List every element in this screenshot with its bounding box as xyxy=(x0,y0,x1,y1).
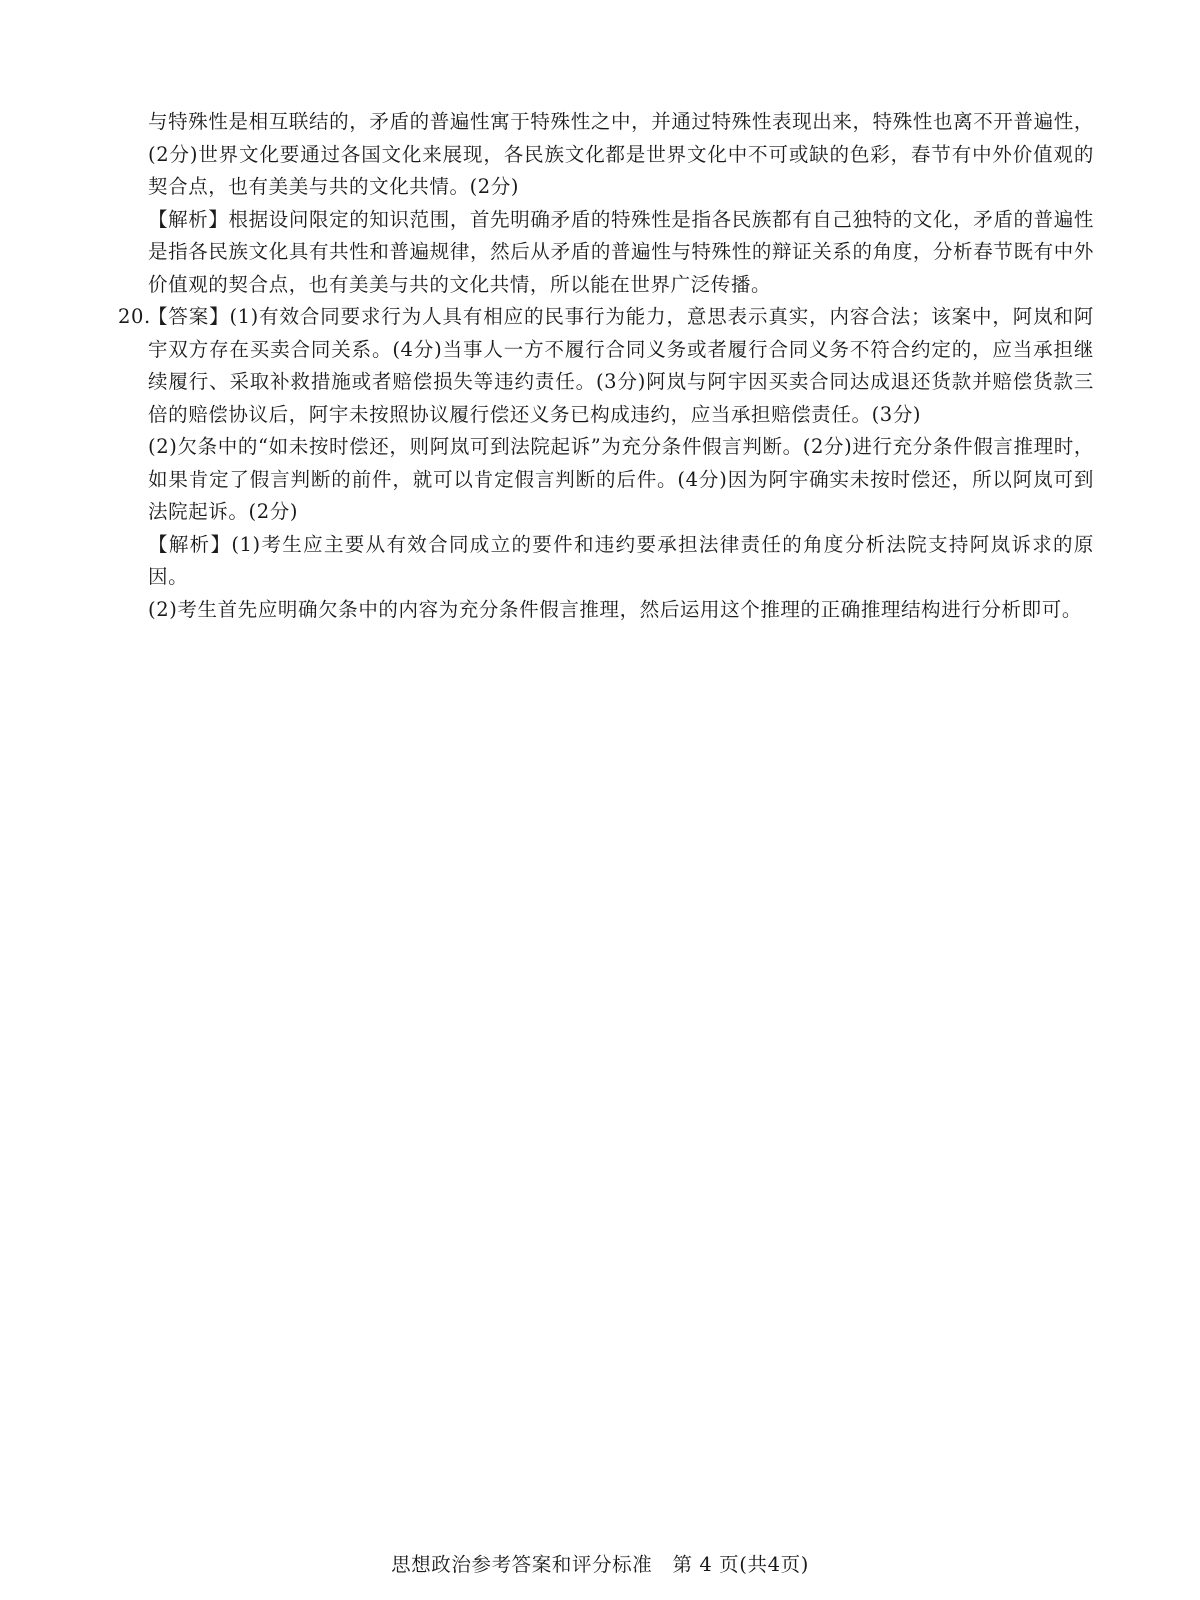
q20-analysis-part-2: (2)考生首先应明确欠条中的内容为充分条件假言推理，然后运用这个推理的正确推理结构进行分析即可。 xyxy=(148,597,1082,621)
answer-content xyxy=(118,106,1094,626)
page-footer: 思想政治参考答案和评分标准 第 4 页(共4页) xyxy=(391,1553,809,1576)
q20-answer-part-1: 【答案】(1)有效合同要求行为人具有相应的民事行为能力，意思表示真实，内容合法；该案中，阿岚和阿宇双方存在买卖合同关系。(4分)当事人一方不履行合同义务或者履行合同义务不符合约定的，应当承担继续履行、采取补救措施或者赔偿损失等违约责任。(3分)阿岚与阿宇因买卖合同达成退还货款并赔偿货款三倍的赔偿协议后，阿宇未按照协议履行偿还义务已构成违约，应当承担赔偿责任。(3分) xyxy=(148,305,1094,426)
q19-analysis: 【解析】根据设问限定的知识范围，首先明确矛盾的特殊性是指各民族都有自己独特的文化，矛盾的普遍性是指各民族文化具有共性和普遍规律，然后从矛盾的普遍性与特殊性的辩证关系的角度，分析春节既有中外价值观的契合点，也有美美与共的文化共情，所以能在世界广泛传播。 xyxy=(148,207,1094,296)
q20-analysis-part-1: 【解析】(1)考生应主要从有效合同成立的要件和违约要承担法律责任的角度分析法院支持阿岚诉求的原因。 xyxy=(148,532,1094,588)
q19-answer-continuation: 与特殊性是相互联结的，矛盾的普遍性寓于特殊性之中，并通过特殊性表现出来，特殊性也离不开普遍性，(2分)世界文化要通过各国文化来展现，各民族文化都是世界文化中不可或缺的色彩，春节有中外价值观的契合点，也有美美与共的文化共情。(2分) xyxy=(148,110,1094,198)
q20-answer-part-2: (2)欠条中的“如未按时偿还，则阿岚可到法院起诉”为充分条件假言判断。(2分)进行充分条件假言推理时，如果肯定了假言判断的前件，就可以肯定假言判断的后件。(4分)因为阿宇确实未按时偿还，所以阿岚可到法院起诉。(2分) xyxy=(148,435,1094,523)
question-number: 20. xyxy=(118,305,151,328)
question-20 xyxy=(118,301,1094,626)
